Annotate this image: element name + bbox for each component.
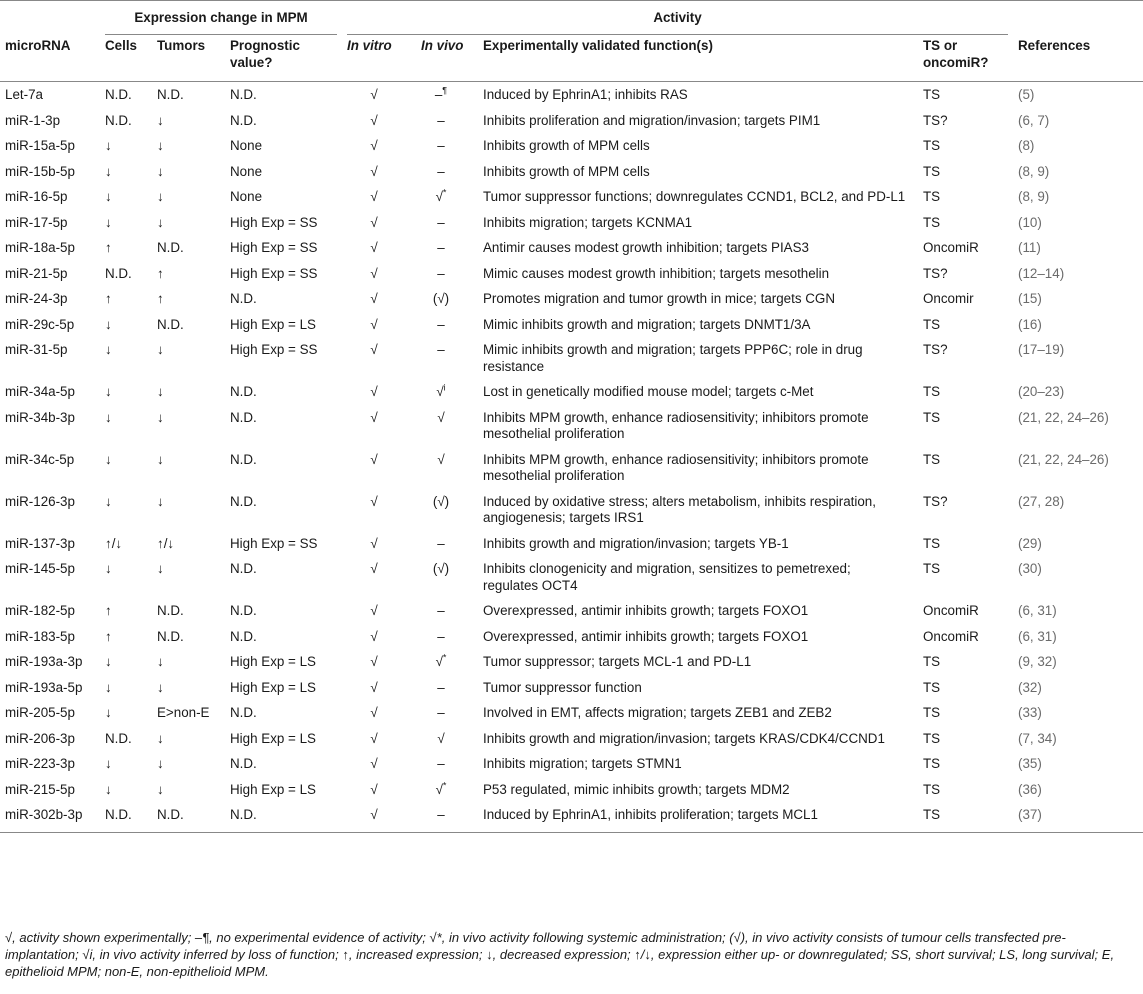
in-vivo-superscript: ¶ xyxy=(442,85,448,96)
cell-references: (6, 31) xyxy=(1018,603,1057,618)
cell-references: (8, 9) xyxy=(1018,189,1050,204)
cell-ts: TS xyxy=(923,679,941,695)
table-row xyxy=(0,108,1143,134)
cell-in-vivo: (√) xyxy=(432,493,450,509)
cell-references: (6, 31) xyxy=(1018,628,1057,644)
cell-cells: ↓ xyxy=(105,705,112,720)
cell-cells: ↓ xyxy=(105,781,112,797)
cell-cells: ↓ xyxy=(105,214,112,230)
cell-ts: TS xyxy=(923,138,941,153)
cell-in-vitro: √ xyxy=(370,316,378,332)
cell-in-vivo: – xyxy=(437,112,445,128)
cell-microrna: miR-145-5p xyxy=(5,561,75,576)
cell-references: (30) xyxy=(1018,561,1042,576)
cell-in-vivo: √$^i$ xyxy=(436,382,446,399)
cell-in-vitro: √ xyxy=(370,679,378,695)
table-row xyxy=(0,405,1143,447)
cell-references: (37) xyxy=(1018,807,1042,822)
table-row xyxy=(0,133,1143,159)
cell-references: (8, 9) xyxy=(1018,163,1050,179)
table-row xyxy=(0,82,1143,108)
cell-cells: ↓ xyxy=(105,679,112,695)
cell-references: (12–14) xyxy=(1018,265,1065,281)
cell-in-vitro: √ xyxy=(370,603,378,618)
cell-prognostic: High Exp = SS xyxy=(230,214,318,230)
cell-tumors: ↑/↓ xyxy=(157,535,175,551)
cell-function: Mimic inhibits growth and migration; targets PPP6C; role in drug resistance xyxy=(483,342,863,374)
cell-prognostic: High Exp = LS xyxy=(230,781,316,797)
cell-cells: ↑ xyxy=(105,603,112,618)
cell-references: (35) xyxy=(1018,756,1042,771)
cell-prognostic: High Exp = LS xyxy=(230,679,316,695)
header-tumors: Tumors xyxy=(157,38,206,53)
cell-in-vitro: √ xyxy=(370,730,378,746)
cell-cells: N.D. xyxy=(105,807,132,822)
in-vivo-superscript: * xyxy=(442,187,447,198)
header-cells: Cells xyxy=(105,38,138,53)
cell-function: Overexpressed, antimir inhibits growth; targets FOXO1 xyxy=(483,603,809,618)
cell-in-vitro: √ xyxy=(370,561,378,576)
cell-in-vivo: – xyxy=(437,628,445,644)
cell-in-vivo: – xyxy=(437,138,445,153)
cell-function: Inhibits MPM growth, enhance radiosensitivity; inhibitors promote mesothelial proliferation xyxy=(483,451,869,483)
cell-in-vitro: √ xyxy=(370,654,378,669)
cell-in-vitro: √ xyxy=(370,163,378,179)
cell-references: (17–19) xyxy=(1018,342,1065,357)
cell-microrna: miR-15b-5p xyxy=(5,163,75,179)
cell-prognostic: N.D. xyxy=(230,561,257,576)
column-header-row xyxy=(0,35,1143,82)
cell-tumors: ↓ xyxy=(157,138,164,153)
cell-ts: OncomiR xyxy=(923,603,979,618)
cell-microrna: miR-29c-5p xyxy=(5,316,75,332)
cell-prognostic: N.D. xyxy=(230,756,257,771)
in-vivo-superscript: * xyxy=(442,652,447,663)
cell-microrna: miR-183-5p xyxy=(5,628,75,644)
cell-cells: ↓ xyxy=(105,163,112,179)
cell-prognostic: N.D. xyxy=(230,87,257,102)
cell-in-vitro: √ xyxy=(370,628,378,644)
cell-in-vitro: √ xyxy=(370,112,378,128)
cell-cells: N.D. xyxy=(105,730,132,746)
cell-in-vivo: √* xyxy=(435,652,447,669)
cell-microrna: miR-206-3p xyxy=(5,730,75,746)
table-row xyxy=(0,312,1143,338)
cell-in-vitro: √ xyxy=(370,705,378,720)
cell-tumors: ↓ xyxy=(157,214,164,230)
cell-prognostic: N.D. xyxy=(230,112,257,128)
cell-tumors: ↓ xyxy=(157,409,164,425)
cell-cells: ↑/↓ xyxy=(105,535,123,551)
cell-cells: ↓ xyxy=(105,189,112,204)
cell-references: (6, 7) xyxy=(1018,112,1050,128)
header-in-vitro: In vitro xyxy=(347,38,392,53)
cell-in-vivo: (√) xyxy=(432,561,450,576)
cell-function: Overexpressed, antimir inhibits growth; targets FOXO1 xyxy=(483,628,809,644)
cell-in-vitro: √ xyxy=(370,756,378,771)
cell-cells: N.D. xyxy=(105,265,132,281)
cell-tumors: N.D. xyxy=(157,240,184,255)
cell-microrna: miR-215-5p xyxy=(5,781,75,797)
cell-in-vivo: –¶ xyxy=(434,85,448,102)
cell-ts: TS xyxy=(923,87,941,102)
table-row xyxy=(0,726,1143,752)
cell-function: Inhibits growth of MPM cells xyxy=(483,163,650,179)
cell-tumors: ↓ xyxy=(157,342,164,357)
cell-in-vitro: √ xyxy=(370,240,378,255)
cell-prognostic: High Exp = SS xyxy=(230,240,318,255)
cell-tumors: ↓ xyxy=(157,561,164,576)
cell-ts: TS xyxy=(923,730,941,746)
table-row xyxy=(0,337,1143,379)
cell-ts: TS xyxy=(923,535,941,551)
cell-microrna: miR-24-3p xyxy=(5,291,68,306)
cell-in-vivo: – xyxy=(437,603,445,618)
cell-in-vitro: √ xyxy=(370,291,378,306)
cell-tumors: ↓ xyxy=(157,451,164,467)
cell-function: Inhibits migration; targets STMN1 xyxy=(483,756,682,771)
cell-function: Inhibits growth and migration/invasion; targets YB-1 xyxy=(483,535,789,551)
cell-in-vitro: √ xyxy=(370,409,378,425)
cell-microrna: Let-7a xyxy=(5,87,43,102)
cell-tumors: ↓ xyxy=(157,781,164,797)
cell-function: Involved in EMT, affects migration; targets ZEB1 and ZEB2 xyxy=(483,705,832,720)
cell-references: (9, 32) xyxy=(1018,654,1057,669)
table-row xyxy=(0,447,1143,489)
table-row xyxy=(0,489,1143,531)
in-vivo-superscript: i xyxy=(443,382,446,393)
cell-microrna: miR-223-3p xyxy=(5,756,75,771)
header-in-vivo: In vivo xyxy=(421,38,464,53)
cell-references: (11) xyxy=(1018,240,1041,255)
cell-tumors: N.D. xyxy=(157,807,184,822)
cell-references: (27, 28) xyxy=(1018,493,1065,509)
cell-in-vivo: – xyxy=(437,316,445,332)
cell-prognostic: N.D. xyxy=(230,807,257,822)
group-header-activity: Activity xyxy=(653,10,702,26)
cell-references: (32) xyxy=(1018,679,1042,695)
cell-in-vivo: √* xyxy=(435,187,447,204)
cell-cells: ↓ xyxy=(105,756,112,771)
table-row xyxy=(0,379,1143,405)
cell-tumors: ↓ xyxy=(157,189,164,204)
cell-prognostic: N.D. xyxy=(230,384,257,399)
cell-function: Tumor suppressor functions; downregulates CCND1, BCL2, and PD-L1 xyxy=(483,189,906,204)
cell-cells: N.D. xyxy=(105,112,132,128)
cell-tumors: N.D. xyxy=(157,603,184,618)
cell-in-vitro: √ xyxy=(370,265,378,281)
cell-references: (5) xyxy=(1018,87,1035,102)
cell-in-vitro: √ xyxy=(370,189,378,204)
cell-prognostic: High Exp = SS xyxy=(230,265,318,281)
cell-microrna: miR-126-3p xyxy=(5,493,75,509)
cell-tumors: N.D. xyxy=(157,316,184,332)
table-row xyxy=(0,598,1143,624)
table-row xyxy=(0,802,1143,832)
cell-ts: TS xyxy=(923,705,941,720)
cell-function: Inhibits growth of MPM cells xyxy=(483,138,650,153)
cell-in-vivo: – xyxy=(437,756,445,771)
cell-in-vivo: √* xyxy=(435,780,447,797)
cell-function: Mimic inhibits growth and migration; targets DNMT1/3A xyxy=(483,316,811,332)
cell-microrna: miR-16-5p xyxy=(5,189,68,204)
cell-ts: TS xyxy=(923,451,941,467)
cell-ts: TS xyxy=(923,561,941,576)
cell-prognostic: N.D. xyxy=(230,409,257,425)
table-row xyxy=(0,700,1143,726)
cell-references: (8) xyxy=(1018,138,1035,153)
cell-function: Inhibits proliferation and migration/invasion; targets PIM1 xyxy=(483,112,821,128)
table-row xyxy=(0,556,1143,598)
header-references: References xyxy=(1018,38,1091,53)
cell-tumors: ↑ xyxy=(157,291,164,306)
cell-microrna: miR-34a-5p xyxy=(5,384,75,399)
group-header-row xyxy=(0,1,1143,34)
cell-in-vitro: √ xyxy=(370,807,378,822)
table-row xyxy=(0,261,1143,287)
cell-tumors: ↓ xyxy=(157,730,164,746)
cell-function: Tumor suppressor; targets MCL-1 and PD-L1 xyxy=(483,654,752,669)
cell-tumors: ↑ xyxy=(157,265,164,281)
cell-ts: TS xyxy=(923,807,941,822)
cell-prognostic: High Exp = LS xyxy=(230,316,316,332)
cell-microrna: miR-34c-5p xyxy=(5,451,75,467)
cell-ts: TS? xyxy=(923,112,948,128)
table-row xyxy=(0,624,1143,650)
cell-in-vivo: – xyxy=(437,342,445,357)
cell-tumors: N.D. xyxy=(157,628,184,644)
table-row xyxy=(0,235,1143,261)
cell-microrna: miR-1-3p xyxy=(5,112,61,128)
header-function: Experimentally validated function(s) xyxy=(483,38,713,53)
cell-in-vitro: √ xyxy=(370,214,378,230)
table-row xyxy=(0,751,1143,777)
cell-ts: TS xyxy=(923,654,941,669)
cell-ts: TS? xyxy=(923,342,948,357)
cell-in-vitro: √ xyxy=(370,451,378,467)
cell-references: (20–23) xyxy=(1018,384,1065,399)
cell-prognostic: High Exp = LS xyxy=(230,730,316,746)
cell-prognostic: N.D. xyxy=(230,628,257,644)
cell-tumors: N.D. xyxy=(157,87,184,102)
cell-tumors: ↓ xyxy=(157,493,164,509)
cell-microrna: miR-193a-5p xyxy=(5,679,83,695)
cell-cells: ↓ xyxy=(105,451,112,467)
cell-prognostic: N.D. xyxy=(230,291,257,306)
cell-function: Induced by EphrinA1; inhibits RAS xyxy=(483,87,688,102)
header-prognostic: Prognostic value? xyxy=(230,38,300,70)
table-row xyxy=(0,675,1143,701)
cell-in-vitro: √ xyxy=(370,535,378,551)
cell-ts: TS xyxy=(923,214,941,230)
cell-in-vivo: – xyxy=(437,807,445,822)
cell-references: (36) xyxy=(1018,781,1042,797)
cell-prognostic: High Exp = LS xyxy=(230,654,316,669)
cell-ts: TS xyxy=(923,781,941,797)
in-vivo-superscript: * xyxy=(442,780,447,791)
cell-cells: ↑ xyxy=(105,291,112,306)
cell-in-vivo: (√) xyxy=(432,291,450,306)
cell-in-vivo: – xyxy=(437,163,445,179)
cell-microrna: miR-137-3p xyxy=(5,535,75,551)
cell-ts: TS xyxy=(923,756,941,771)
cell-in-vitro: √ xyxy=(370,493,378,509)
cell-microrna: miR-182-5p xyxy=(5,603,75,618)
cell-in-vitro: √ xyxy=(370,342,378,357)
cell-prognostic: None xyxy=(230,163,263,179)
cell-microrna: miR-302b-3p xyxy=(5,807,83,822)
table-row xyxy=(0,649,1143,675)
cell-in-vivo: √ xyxy=(437,409,445,425)
cell-references: (29) xyxy=(1018,535,1042,551)
cell-ts: Oncomir xyxy=(923,291,974,306)
cell-ts: TS xyxy=(923,316,941,332)
cell-ts: OncomiR xyxy=(923,240,979,255)
cell-in-vivo: – xyxy=(437,265,445,281)
cell-tumors: ↓ xyxy=(157,654,164,669)
cell-function: Tumor suppressor function xyxy=(483,679,642,695)
cell-cells: ↓ xyxy=(105,316,112,332)
cell-tumors: ↓ xyxy=(157,384,164,399)
table-row xyxy=(0,159,1143,185)
cell-in-vivo: – xyxy=(437,535,445,551)
cell-microrna: miR-34b-3p xyxy=(5,409,75,425)
cell-ts: TS xyxy=(923,189,941,204)
cell-function: Antimir causes modest growth inhibition; targets PIAS3 xyxy=(483,240,809,255)
group-header-expression: Expression change in MPM xyxy=(134,10,308,26)
cell-function: P53 regulated, mimic inhibits growth; targets MDM2 xyxy=(483,781,790,797)
cell-ts: TS xyxy=(923,384,941,399)
cell-ts: TS xyxy=(923,409,941,425)
cell-tumors: E>non-E xyxy=(157,705,210,720)
cell-prognostic: N.D. xyxy=(230,705,257,720)
cell-prognostic: N.D. xyxy=(230,451,257,467)
cell-ts: TS? xyxy=(923,493,948,509)
cell-references: (7, 34) xyxy=(1018,730,1057,746)
cell-tumors: ↓ xyxy=(157,112,164,128)
cell-in-vitro: √ xyxy=(370,87,378,102)
table-row xyxy=(0,184,1143,210)
cell-references: (21, 22, 24–26) xyxy=(1018,451,1109,467)
cell-cells: ↓ xyxy=(105,654,112,669)
cell-cells: ↓ xyxy=(105,561,112,576)
table-footnote: √, activity shown experimentally; –¶, no experimental evidence of activity; √*, in vivo activity following systemic administration; (√), in vivo activity consists of tumour cells transfected pre-implantation; √i, in vivo activity inferred by loss of function; ↑, increased expression; ↓, decreased expression; ↑/↓, expression either up- or downregulated; SS, short survival; LS, long survival; E, epithelioid MPM; non-E, non-epithelioid MPM. xyxy=(5,930,1115,979)
cell-tumors: ↓ xyxy=(157,756,164,771)
table-row xyxy=(0,286,1143,312)
cell-references: (21, 22, 24–26) xyxy=(1018,409,1109,425)
cell-in-vitro: √ xyxy=(370,138,378,153)
cell-function: Inhibits migration; targets KCNMA1 xyxy=(483,214,693,230)
cell-microrna: miR-17-5p xyxy=(5,214,68,230)
cell-microrna: miR-193a-3p xyxy=(5,654,83,669)
cell-cells: ↑ xyxy=(105,628,112,644)
cell-in-vivo: – xyxy=(437,705,445,720)
cell-function: Inhibits growth and migration/invasion; targets KRAS/CDK4/CCND1 xyxy=(483,730,885,746)
cell-in-vivo: – xyxy=(437,214,445,230)
cell-in-vivo: √ xyxy=(437,730,445,746)
cell-cells: ↓ xyxy=(105,409,112,425)
cell-prognostic: None xyxy=(230,138,263,153)
cell-references: (10) xyxy=(1018,214,1042,230)
cell-ts: TS xyxy=(923,163,941,179)
cell-prognostic: None xyxy=(230,189,263,204)
table-row xyxy=(0,210,1143,236)
cell-function: Mimic causes modest growth inhibition; targets mesothelin xyxy=(483,265,830,281)
cell-in-vivo: – xyxy=(437,679,445,695)
cell-cells: ↑ xyxy=(105,240,112,255)
cell-microrna: miR-21-5p xyxy=(5,265,68,281)
cell-in-vivo: √ xyxy=(437,451,445,467)
cell-microrna: miR-15a-5p xyxy=(5,138,75,153)
cell-cells: ↓ xyxy=(105,493,112,509)
cell-prognostic: High Exp = SS xyxy=(230,535,318,551)
cell-function: Inhibits clonogenicity and migration, sensitizes to pemetrexed; regulates OCT4 xyxy=(483,561,851,593)
cell-function: Induced by EphrinA1, inhibits proliferation; targets MCL1 xyxy=(483,807,818,822)
cell-cells: ↓ xyxy=(105,384,112,399)
cell-references: (16) xyxy=(1018,316,1042,332)
cell-tumors: ↓ xyxy=(157,163,164,179)
cell-cells: N.D. xyxy=(105,87,132,102)
cell-microrna: miR-31-5p xyxy=(5,342,68,357)
cell-cells: ↓ xyxy=(105,138,112,153)
table-row xyxy=(0,531,1143,557)
cell-prognostic: N.D. xyxy=(230,493,257,509)
cell-ts: TS? xyxy=(923,265,948,281)
cell-references: (33) xyxy=(1018,705,1042,720)
cell-in-vitro: √ xyxy=(370,781,378,797)
cell-tumors: ↓ xyxy=(157,679,164,695)
cell-microrna: miR-205-5p xyxy=(5,705,75,720)
cell-ts: OncomiR xyxy=(923,628,979,644)
cell-function: Lost in genetically modified mouse model; targets c-Met xyxy=(483,384,814,399)
cell-function: Promotes migration and tumor growth in mice; targets CGN xyxy=(483,291,836,306)
cell-in-vivo: – xyxy=(437,240,445,255)
cell-prognostic: High Exp = SS xyxy=(230,342,318,357)
header-microrna: microRNA xyxy=(5,38,71,53)
cell-function: Inhibits MPM growth, enhance radiosensitivity; inhibitors promote mesothelial proliferation xyxy=(483,409,869,441)
cell-function: Induced by oxidative stress; alters metabolism, inhibits respiration, angiogenesis; targets IRS1 xyxy=(483,493,876,525)
cell-prognostic: N.D. xyxy=(230,603,257,618)
header-ts: TS or oncomiR? xyxy=(923,38,989,70)
cell-cells: ↓ xyxy=(105,342,112,357)
cell-references: (15) xyxy=(1018,291,1042,306)
table-row xyxy=(0,777,1143,803)
cell-microrna: miR-18a-5p xyxy=(5,240,75,255)
cell-in-vitro: √ xyxy=(370,384,378,399)
